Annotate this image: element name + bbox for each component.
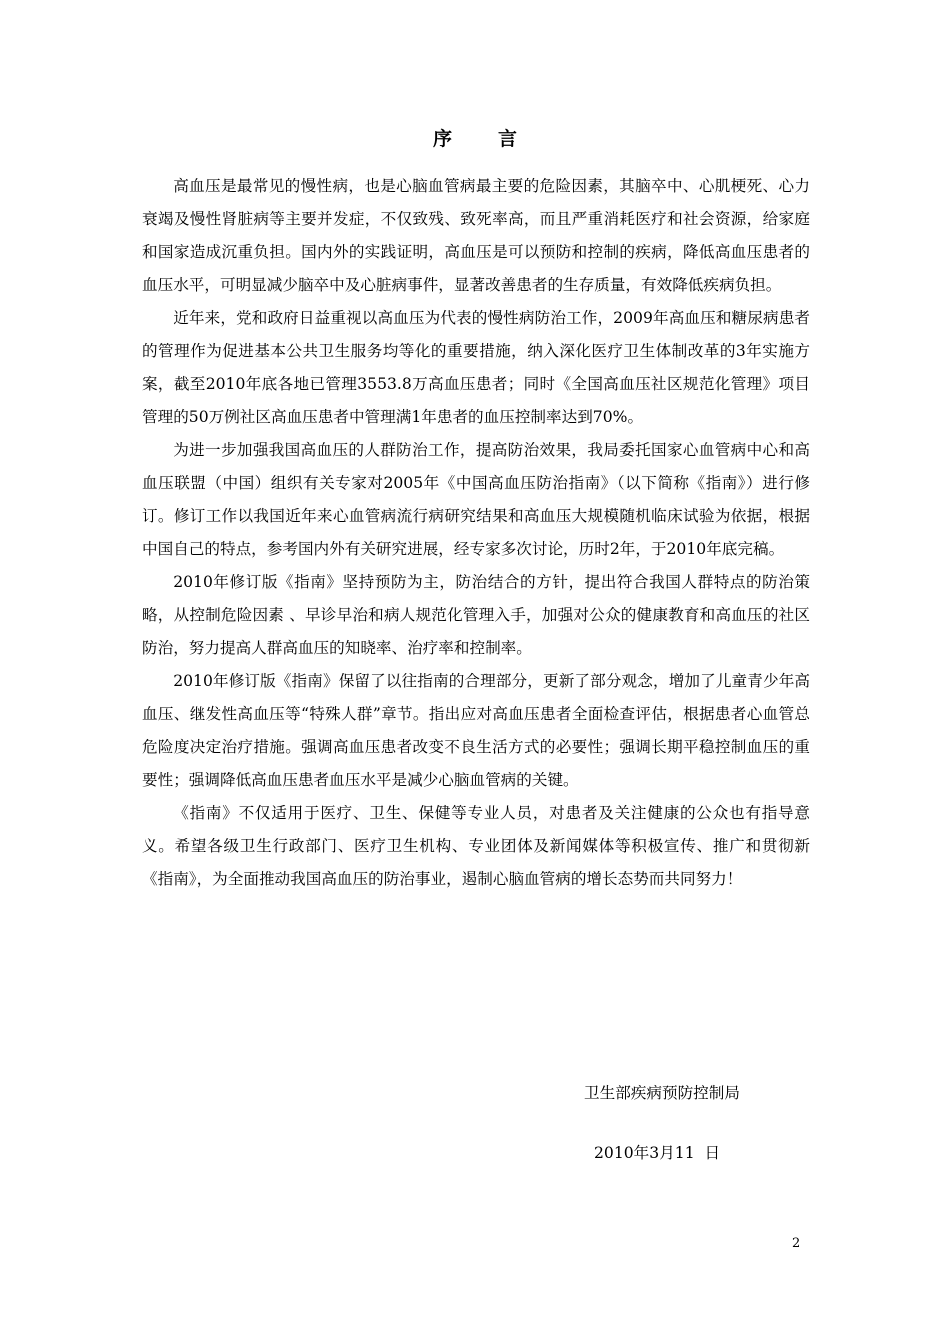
paragraph-4: 2010年修订版《指南》坚持预防为主，防治结合的方针，提出符合我国人群特点的防治策略，从控制危险因素 、早诊早治和病人规范化管理入手，加强对公众的健康教育和高血压的社区防治，努力提高人群高血压的知晓率、治疗率和控制率。: [142, 573, 810, 657]
paragraph-1: 高血压是最常见的慢性病，也是心脑血管病最主要的危险因素，其脑卒中、心肌梗死、心力衰竭及慢性肾脏病等主要并发症，不仅致残、致死率高，而且严重消耗医疗和社会资源，给家庭和国家造成沉重负担。国内外的实践证明，高血压是可以预防和控制的疾病，降低高血压患者的血压水平，可明显减少脑卒中及心脏病事件，显著改善患者的生存质量，有效降低疾病负担。: [142, 177, 810, 294]
paragraph-2: 近年来，党和政府日益重视以高血压为代表的慢性病防治工作，2009年高血压和糖尿病患者的管理作为促进基本公共卫生服务均等化的重要措施，纳入深化医疗卫生体制改革的3年实施方案，截至2010年底各地已管理3553.8万高血压患者；同时《全国高血压社区规范化管理》项目管理的50万例社区高血压患者中管理满1年患者的血压控制率达到70%。: [142, 309, 810, 426]
date: 2010年3月11 日: [594, 1144, 721, 1162]
page-title: 序言: [432, 128, 563, 150]
paragraph-6: 《指南》不仅适用于医疗、卫生、保健等专业人员，对患者及关注健康的公众也有指导意义。希望各级卫生行政部门、医疗卫生机构、专业团体及新闻媒体等积极宣传、推广和贯彻新《指南》，为全面推动我国高血压的防治事业，遏制心脑血管病的增长态势而共同努力！: [142, 804, 810, 888]
paragraph-5: 2010年修订版《指南》保留了以往指南的合理部分，更新了部分观念，增加了儿童青少年高血压、继发性高血压等“特殊人群”章节。指出应对高血压患者全面检查评估，根据患者心血管总危险度决定治疗措施。强调高血压患者改变不良生活方式的必要性；强调长期平稳控制血压的重要性；强调降低高血压患者血压水平是减少心脑血管病的关键。: [142, 672, 810, 789]
signature: 卫生部疾病预防控制局: [584, 1084, 740, 1102]
paragraph-3: 为进一步加强我国高血压的人群防治工作，提高防治效果，我局委托国家心血管病中心和高血压联盟（中国）组织有关专家对2005年《中国高血压防治指南》（以下简称《指南》）进行修订。修订工作以我国近年来心血管病流行病研究结果和高血压大规模随机临床试验为依据，根据中国自己的特点，参考国内外有关研究进展，经专家多次讨论，历时2年，于2010年底完稿。: [142, 441, 810, 558]
page-number: 2: [792, 1236, 801, 1251]
preface-body: [142, 170, 810, 896]
